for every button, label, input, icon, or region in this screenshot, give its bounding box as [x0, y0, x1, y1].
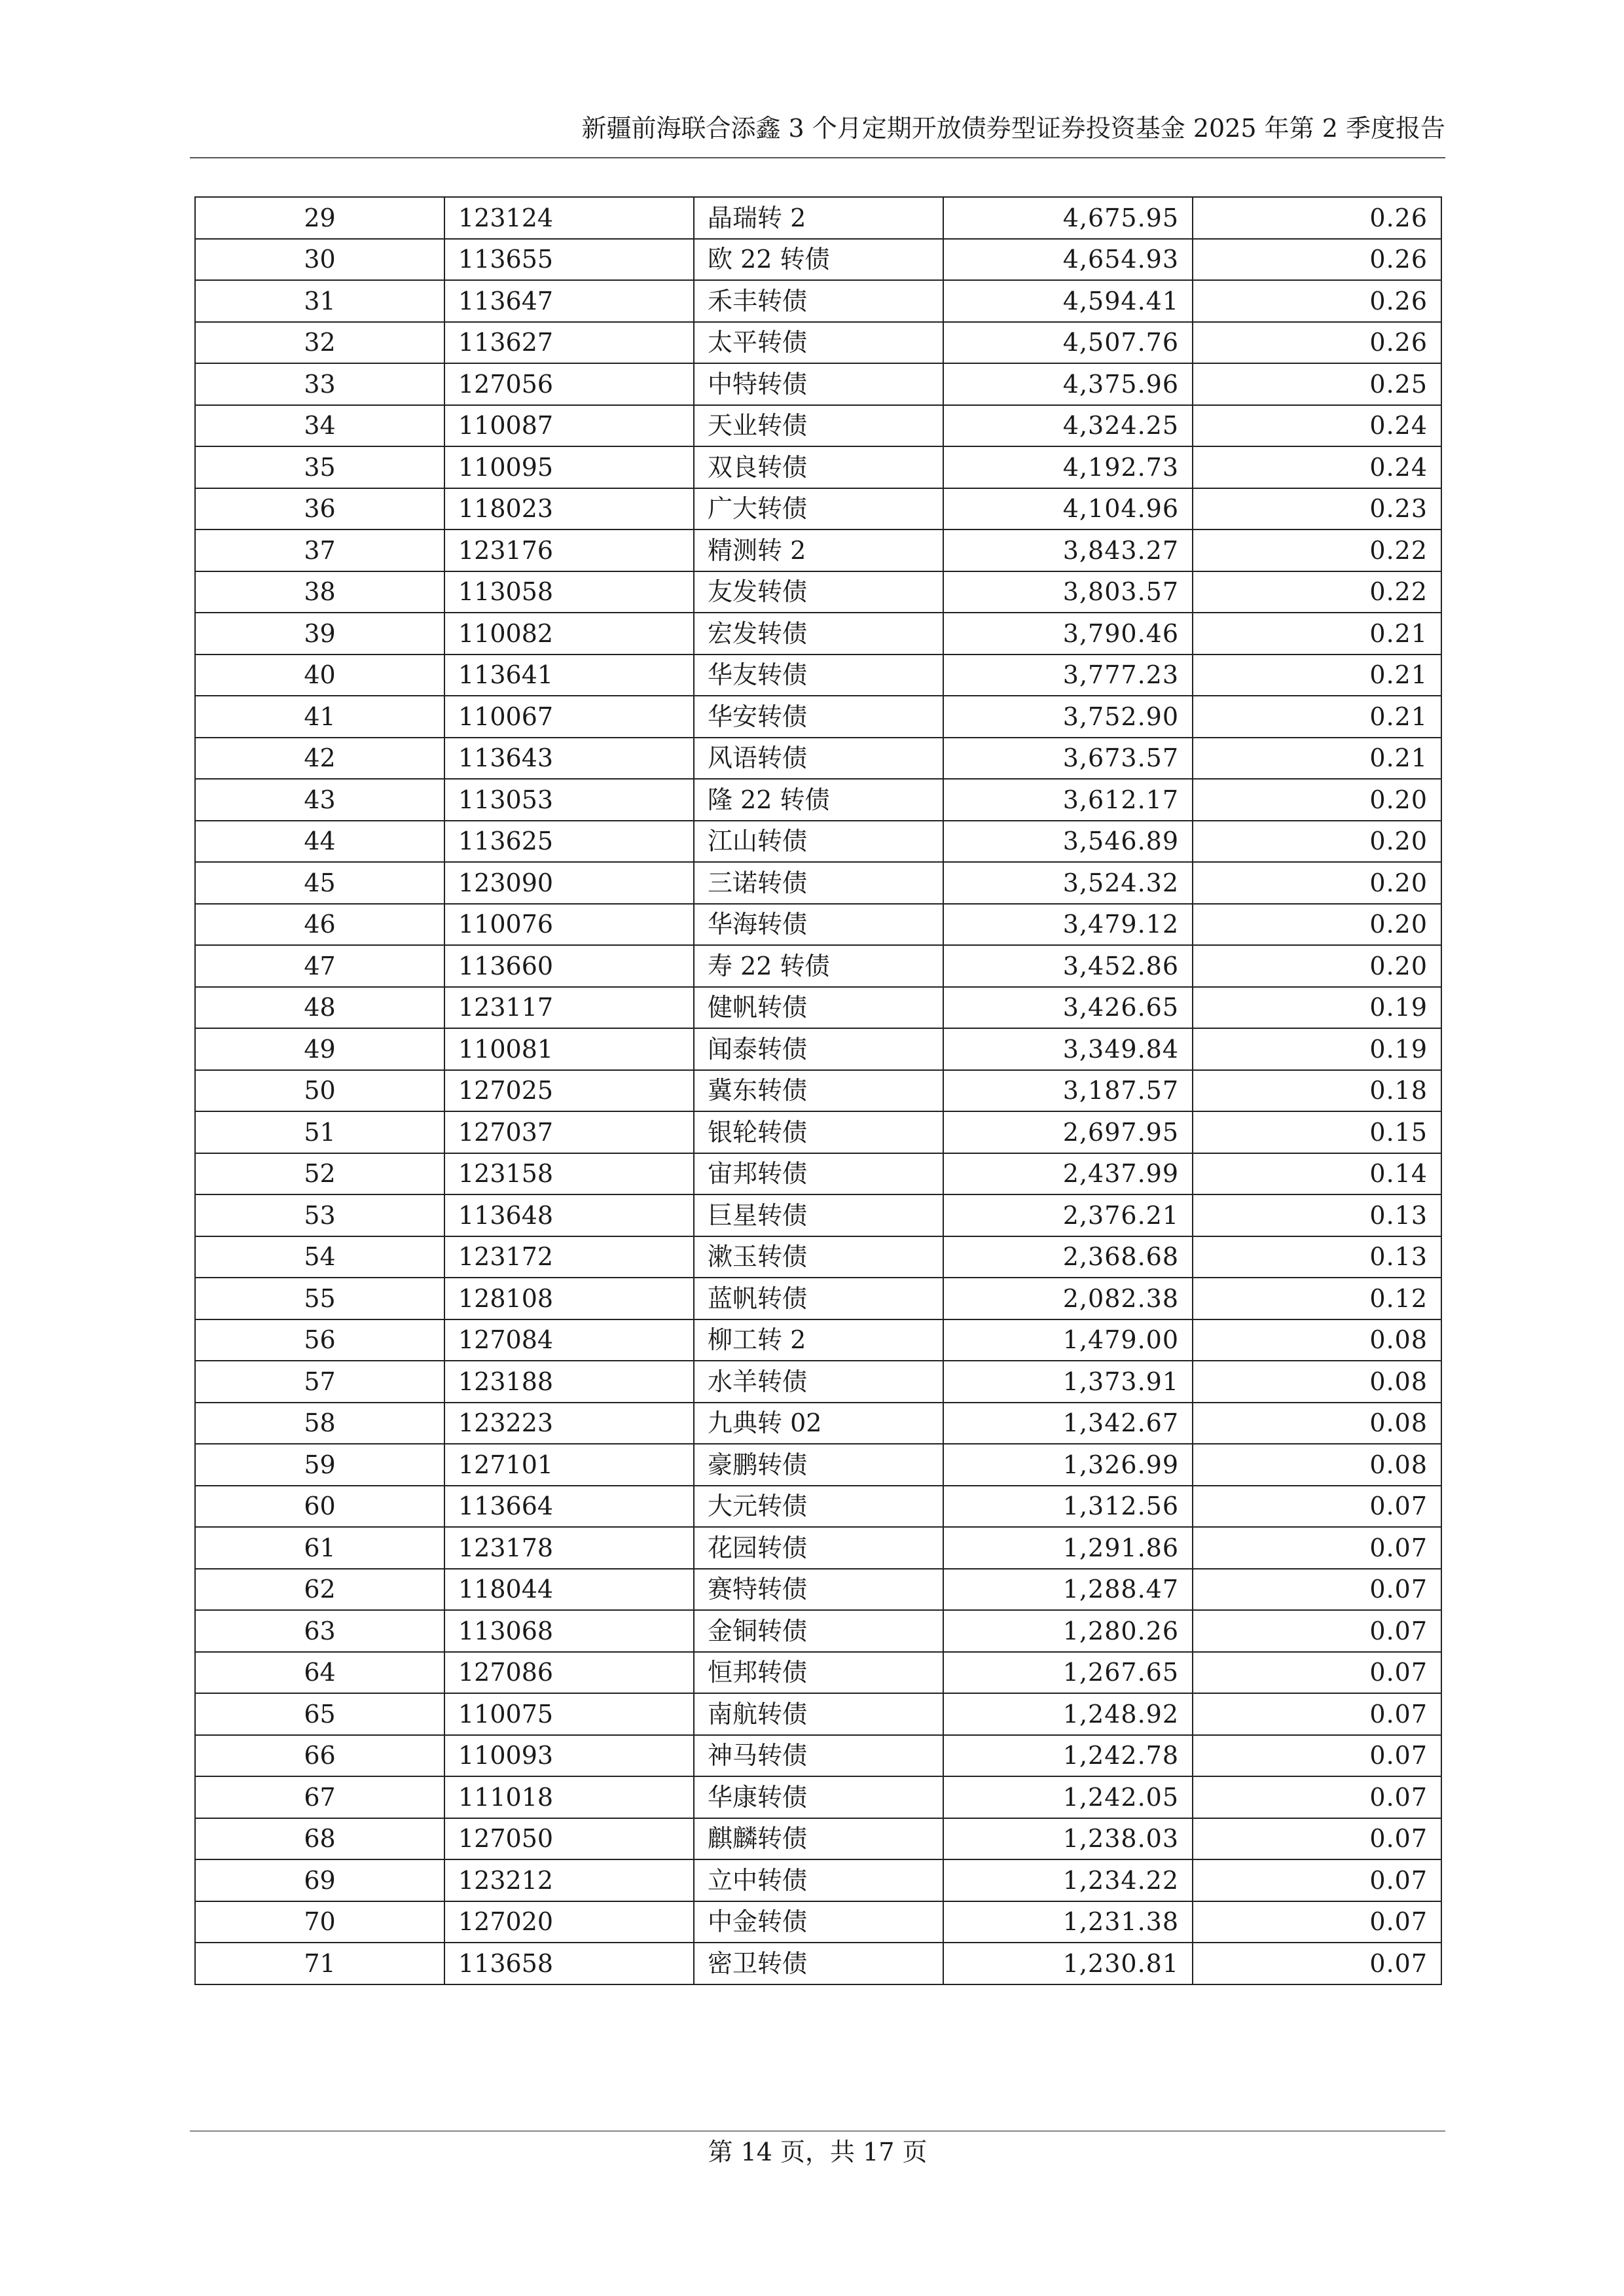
- bond-code-cell: 118023: [444, 488, 694, 530]
- fair-value-cell: 1,242.78: [943, 1735, 1193, 1777]
- table-row: [195, 1776, 1441, 1818]
- bond-code-cell: 113641: [444, 655, 694, 696]
- fair-value-cell: 2,697.95: [943, 1111, 1193, 1153]
- table-row: [195, 779, 1441, 821]
- net-asset-ratio-cell: 0.21: [1193, 738, 1441, 780]
- net-asset-ratio-cell: 0.23: [1193, 488, 1441, 530]
- fair-value-cell: 3,426.65: [943, 987, 1193, 1029]
- net-asset-ratio-cell: 0.26: [1193, 239, 1441, 281]
- bond-code-cell: 110087: [444, 405, 694, 447]
- fair-value-cell: 1,267.65: [943, 1652, 1193, 1694]
- row-seq-cell: 71: [195, 1943, 444, 1984]
- bond-code-cell: 128108: [444, 1278, 694, 1319]
- bond-name-cell: 华安转债: [694, 696, 943, 738]
- bond-code-cell: 127084: [444, 1319, 694, 1361]
- net-asset-ratio-cell: 0.07: [1193, 1652, 1441, 1694]
- bond-holdings-table: [194, 196, 1442, 1985]
- bond-name-cell: 华康转债: [694, 1776, 943, 1818]
- net-asset-ratio-cell: 0.07: [1193, 1486, 1441, 1528]
- net-asset-ratio-cell: 0.21: [1193, 613, 1441, 655]
- table-row: [195, 987, 1441, 1029]
- bond-name-cell: 大元转债: [694, 1486, 943, 1528]
- bond-name-cell: 华友转债: [694, 655, 943, 696]
- fair-value-cell: 3,349.84: [943, 1028, 1193, 1070]
- bond-code-cell: 113625: [444, 821, 694, 863]
- row-seq-cell: 39: [195, 613, 444, 655]
- bond-name-cell: 中特转债: [694, 363, 943, 405]
- net-asset-ratio-cell: 0.25: [1193, 363, 1441, 405]
- net-asset-ratio-cell: 0.18: [1193, 1070, 1441, 1112]
- fair-value-cell: 1,342.67: [943, 1403, 1193, 1444]
- row-seq-cell: 69: [195, 1859, 444, 1901]
- row-seq-cell: 48: [195, 987, 444, 1029]
- bond-name-cell: 豪鹏转债: [694, 1444, 943, 1486]
- row-seq-cell: 45: [195, 862, 444, 904]
- row-seq-cell: 60: [195, 1486, 444, 1528]
- table-row: [195, 904, 1441, 946]
- bond-code-cell: 123176: [444, 529, 694, 571]
- page-header: 新疆前海联合添鑫 3 个月定期开放债券型证券投资基金 2025 年第 2 季度报告: [581, 114, 1445, 143]
- net-asset-ratio-cell: 0.21: [1193, 696, 1441, 738]
- bond-name-cell: 水羊转债: [694, 1361, 943, 1403]
- table-row: [195, 1943, 1441, 1984]
- table-row: [195, 613, 1441, 655]
- net-asset-ratio-cell: 0.26: [1193, 322, 1441, 364]
- bond-code-cell: 110076: [444, 904, 694, 946]
- net-asset-ratio-cell: 0.07: [1193, 1569, 1441, 1611]
- row-seq-cell: 66: [195, 1735, 444, 1777]
- bond-name-cell: 漱玉转债: [694, 1236, 943, 1278]
- fair-value-cell: 1,280.26: [943, 1610, 1193, 1652]
- net-asset-ratio-cell: 0.21: [1193, 655, 1441, 696]
- bond-name-cell: 立中转债: [694, 1859, 943, 1901]
- bond-name-cell: 太平转债: [694, 322, 943, 364]
- net-asset-ratio-cell: 0.22: [1193, 529, 1441, 571]
- bond-name-cell: 双良转债: [694, 446, 943, 488]
- bond-code-cell: 123178: [444, 1527, 694, 1569]
- bond-code-cell: 113627: [444, 322, 694, 364]
- bond-name-cell: 银轮转债: [694, 1111, 943, 1153]
- page-number: 第 14 页，共 17 页: [708, 2138, 928, 2166]
- fair-value-cell: 1,373.91: [943, 1361, 1193, 1403]
- fair-value-cell: 4,594.41: [943, 280, 1193, 322]
- row-seq-cell: 30: [195, 239, 444, 281]
- fair-value-cell: 3,524.32: [943, 862, 1193, 904]
- net-asset-ratio-cell: 0.07: [1193, 1527, 1441, 1569]
- net-asset-ratio-cell: 0.07: [1193, 1901, 1441, 1943]
- bond-name-cell: 寿 22 转债: [694, 945, 943, 987]
- bond-name-cell: 蓝帆转债: [694, 1278, 943, 1319]
- row-seq-cell: 55: [195, 1278, 444, 1319]
- table-row: [195, 1153, 1441, 1195]
- bond-name-cell: 九典转 02: [694, 1403, 943, 1444]
- fair-value-cell: 2,376.21: [943, 1194, 1193, 1236]
- bond-name-cell: 风语转债: [694, 738, 943, 780]
- table-row: [195, 363, 1441, 405]
- table-row: [195, 1403, 1441, 1444]
- row-seq-cell: 46: [195, 904, 444, 946]
- net-asset-ratio-cell: 0.07: [1193, 1818, 1441, 1860]
- net-asset-ratio-cell: 0.20: [1193, 779, 1441, 821]
- table-row: [195, 1028, 1441, 1070]
- table-row: [195, 405, 1441, 447]
- row-seq-cell: 61: [195, 1527, 444, 1569]
- bond-code-cell: 110095: [444, 446, 694, 488]
- bond-code-cell: 123212: [444, 1859, 694, 1901]
- bond-name-cell: 南航转债: [694, 1693, 943, 1735]
- net-asset-ratio-cell: 0.07: [1193, 1943, 1441, 1984]
- net-asset-ratio-cell: 0.07: [1193, 1776, 1441, 1818]
- net-asset-ratio-cell: 0.08: [1193, 1403, 1441, 1444]
- table-row: [195, 1070, 1441, 1112]
- bond-name-cell: 隆 22 转债: [694, 779, 943, 821]
- fair-value-cell: 1,326.99: [943, 1444, 1193, 1486]
- row-seq-cell: 51: [195, 1111, 444, 1153]
- fair-value-cell: 3,452.86: [943, 945, 1193, 987]
- net-asset-ratio-cell: 0.08: [1193, 1444, 1441, 1486]
- row-seq-cell: 54: [195, 1236, 444, 1278]
- row-seq-cell: 32: [195, 322, 444, 364]
- bond-code-cell: 110081: [444, 1028, 694, 1070]
- fair-value-cell: 4,654.93: [943, 239, 1193, 281]
- row-seq-cell: 35: [195, 446, 444, 488]
- bond-name-cell: 闻泰转债: [694, 1028, 943, 1070]
- row-seq-cell: 70: [195, 1901, 444, 1943]
- net-asset-ratio-cell: 0.19: [1193, 1028, 1441, 1070]
- bond-name-cell: 宏发转债: [694, 613, 943, 655]
- fair-value-cell: 1,248.92: [943, 1693, 1193, 1735]
- row-seq-cell: 33: [195, 363, 444, 405]
- bond-name-cell: 冀东转债: [694, 1070, 943, 1112]
- table-row: [195, 1361, 1441, 1403]
- table-row: [195, 655, 1441, 696]
- fair-value-cell: 3,673.57: [943, 738, 1193, 780]
- bond-name-cell: 友发转债: [694, 571, 943, 613]
- table-row: [195, 738, 1441, 780]
- bond-code-cell: 113643: [444, 738, 694, 780]
- table-row: [195, 945, 1441, 987]
- fair-value-cell: 1,231.38: [943, 1901, 1193, 1943]
- net-asset-ratio-cell: 0.22: [1193, 571, 1441, 613]
- row-seq-cell: 49: [195, 1028, 444, 1070]
- table-row: [195, 1901, 1441, 1943]
- bond-code-cell: 111018: [444, 1776, 694, 1818]
- bond-name-cell: 神马转债: [694, 1735, 943, 1777]
- net-asset-ratio-cell: 0.07: [1193, 1859, 1441, 1901]
- net-asset-ratio-cell: 0.19: [1193, 987, 1441, 1029]
- fair-value-cell: 4,375.96: [943, 363, 1193, 405]
- row-seq-cell: 50: [195, 1070, 444, 1112]
- net-asset-ratio-cell: 0.20: [1193, 862, 1441, 904]
- fair-value-cell: 1,242.05: [943, 1776, 1193, 1818]
- bond-name-cell: 广大转债: [694, 488, 943, 530]
- fair-value-cell: 1,234.22: [943, 1859, 1193, 1901]
- net-asset-ratio-cell: 0.13: [1193, 1194, 1441, 1236]
- table-row: [195, 696, 1441, 738]
- bond-code-cell: 123172: [444, 1236, 694, 1278]
- row-seq-cell: 65: [195, 1693, 444, 1735]
- row-seq-cell: 31: [195, 280, 444, 322]
- row-seq-cell: 36: [195, 488, 444, 530]
- fair-value-cell: 4,675.95: [943, 197, 1193, 239]
- row-seq-cell: 53: [195, 1194, 444, 1236]
- bond-name-cell: 欧 22 转债: [694, 239, 943, 281]
- table-row: [195, 1444, 1441, 1486]
- fair-value-cell: 3,843.27: [943, 529, 1193, 571]
- net-asset-ratio-cell: 0.15: [1193, 1111, 1441, 1153]
- fair-value-cell: 3,803.57: [943, 571, 1193, 613]
- row-seq-cell: 62: [195, 1569, 444, 1611]
- net-asset-ratio-cell: 0.24: [1193, 405, 1441, 447]
- bond-code-cell: 110082: [444, 613, 694, 655]
- table-row: [195, 1111, 1441, 1153]
- table-row: [195, 1194, 1441, 1236]
- net-asset-ratio-cell: 0.24: [1193, 446, 1441, 488]
- fair-value-cell: 3,790.46: [943, 613, 1193, 655]
- row-seq-cell: 44: [195, 821, 444, 863]
- net-asset-ratio-cell: 0.26: [1193, 197, 1441, 239]
- row-seq-cell: 47: [195, 945, 444, 987]
- bond-code-cell: 113068: [444, 1610, 694, 1652]
- bond-code-cell: 118044: [444, 1569, 694, 1611]
- row-seq-cell: 59: [195, 1444, 444, 1486]
- net-asset-ratio-cell: 0.13: [1193, 1236, 1441, 1278]
- net-asset-ratio-cell: 0.07: [1193, 1610, 1441, 1652]
- bond-code-cell: 127101: [444, 1444, 694, 1486]
- bond-name-cell: 金铜转债: [694, 1610, 943, 1652]
- bond-code-cell: 123117: [444, 987, 694, 1029]
- bond-code-cell: 113648: [444, 1194, 694, 1236]
- fair-value-cell: 4,507.76: [943, 322, 1193, 364]
- bond-code-cell: 110093: [444, 1735, 694, 1777]
- bond-code-cell: 127086: [444, 1652, 694, 1694]
- bond-code-cell: 113658: [444, 1943, 694, 1984]
- bond-code-cell: 113647: [444, 280, 694, 322]
- bond-name-cell: 巨星转债: [694, 1194, 943, 1236]
- bond-code-cell: 123090: [444, 862, 694, 904]
- bond-code-cell: 113058: [444, 571, 694, 613]
- fair-value-cell: 1,479.00: [943, 1319, 1193, 1361]
- bond-code-cell: 113660: [444, 945, 694, 987]
- row-seq-cell: 42: [195, 738, 444, 780]
- bond-name-cell: 健帆转债: [694, 987, 943, 1029]
- table-row: [195, 1569, 1441, 1611]
- bond-name-cell: 恒邦转债: [694, 1652, 943, 1694]
- table-row: [195, 1486, 1441, 1528]
- table-body: [195, 197, 1441, 1984]
- table-row: [195, 1693, 1441, 1735]
- table-row: [195, 571, 1441, 613]
- bond-name-cell: 中金转债: [694, 1901, 943, 1943]
- net-asset-ratio-cell: 0.20: [1193, 945, 1441, 987]
- bond-name-cell: 天业转债: [694, 405, 943, 447]
- table-row: [195, 1735, 1441, 1777]
- bond-name-cell: 晶瑞转 2: [694, 197, 943, 239]
- fair-value-cell: 1,230.81: [943, 1943, 1193, 1984]
- net-asset-ratio-cell: 0.07: [1193, 1693, 1441, 1735]
- bond-name-cell: 精测转 2: [694, 529, 943, 571]
- table-row: [195, 1818, 1441, 1860]
- row-seq-cell: 58: [195, 1403, 444, 1444]
- row-seq-cell: 68: [195, 1818, 444, 1860]
- net-asset-ratio-cell: 0.07: [1193, 1735, 1441, 1777]
- footer-divider: [190, 2130, 1445, 2132]
- bond-code-cell: 123124: [444, 197, 694, 239]
- bond-name-cell: 江山转债: [694, 821, 943, 863]
- table-row: [195, 1278, 1441, 1319]
- fair-value-cell: 3,187.57: [943, 1070, 1193, 1112]
- bond-code-cell: 110075: [444, 1693, 694, 1735]
- row-seq-cell: 34: [195, 405, 444, 447]
- row-seq-cell: 52: [195, 1153, 444, 1195]
- table-row: [195, 1236, 1441, 1278]
- fair-value-cell: 1,288.47: [943, 1569, 1193, 1611]
- fair-value-cell: 2,437.99: [943, 1153, 1193, 1195]
- table-row: [195, 239, 1441, 281]
- table-row: [195, 488, 1441, 530]
- fair-value-cell: 3,612.17: [943, 779, 1193, 821]
- table-row: [195, 446, 1441, 488]
- bond-name-cell: 麒麟转债: [694, 1818, 943, 1860]
- row-seq-cell: 40: [195, 655, 444, 696]
- net-asset-ratio-cell: 0.08: [1193, 1319, 1441, 1361]
- row-seq-cell: 29: [195, 197, 444, 239]
- bond-code-cell: 110067: [444, 696, 694, 738]
- bond-name-cell: 花园转债: [694, 1527, 943, 1569]
- net-asset-ratio-cell: 0.20: [1193, 821, 1441, 863]
- row-seq-cell: 41: [195, 696, 444, 738]
- fair-value-cell: 3,752.90: [943, 696, 1193, 738]
- fair-value-cell: 2,082.38: [943, 1278, 1193, 1319]
- table-row: [195, 1319, 1441, 1361]
- table-row: [195, 1859, 1441, 1901]
- table-row: [195, 197, 1441, 239]
- row-seq-cell: 56: [195, 1319, 444, 1361]
- bond-name-cell: 赛特转债: [694, 1569, 943, 1611]
- row-seq-cell: 38: [195, 571, 444, 613]
- net-asset-ratio-cell: 0.12: [1193, 1278, 1441, 1319]
- bond-name-cell: 禾丰转债: [694, 280, 943, 322]
- bond-code-cell: 127025: [444, 1070, 694, 1112]
- bond-code-cell: 123158: [444, 1153, 694, 1195]
- fair-value-cell: 4,104.96: [943, 488, 1193, 530]
- bond-code-cell: 127050: [444, 1818, 694, 1860]
- row-seq-cell: 64: [195, 1652, 444, 1694]
- table-row: [195, 1652, 1441, 1694]
- bond-name-cell: 密卫转债: [694, 1943, 943, 1984]
- table-row: [195, 1610, 1441, 1652]
- net-asset-ratio-cell: 0.20: [1193, 904, 1441, 946]
- table-row: [195, 1527, 1441, 1569]
- header-divider: [190, 157, 1445, 158]
- fair-value-cell: 4,324.25: [943, 405, 1193, 447]
- net-asset-ratio-cell: 0.08: [1193, 1361, 1441, 1403]
- table-row: [195, 280, 1441, 322]
- bond-code-cell: 113053: [444, 779, 694, 821]
- fair-value-cell: 2,368.68: [943, 1236, 1193, 1278]
- fair-value-cell: 3,777.23: [943, 655, 1193, 696]
- row-seq-cell: 43: [195, 779, 444, 821]
- bond-code-cell: 127056: [444, 363, 694, 405]
- table-row: [195, 322, 1441, 364]
- bond-code-cell: 113655: [444, 239, 694, 281]
- row-seq-cell: 37: [195, 529, 444, 571]
- net-asset-ratio-cell: 0.14: [1193, 1153, 1441, 1195]
- bond-code-cell: 127020: [444, 1901, 694, 1943]
- fair-value-cell: 3,479.12: [943, 904, 1193, 946]
- table-row: [195, 529, 1441, 571]
- fair-value-cell: 3,546.89: [943, 821, 1193, 863]
- bond-code-cell: 113664: [444, 1486, 694, 1528]
- bond-name-cell: 华海转债: [694, 904, 943, 946]
- fair-value-cell: 1,312.56: [943, 1486, 1193, 1528]
- bond-code-cell: 123223: [444, 1403, 694, 1444]
- bond-name-cell: 宙邦转债: [694, 1153, 943, 1195]
- row-seq-cell: 67: [195, 1776, 444, 1818]
- row-seq-cell: 63: [195, 1610, 444, 1652]
- table-row: [195, 821, 1441, 863]
- fair-value-cell: 4,192.73: [943, 446, 1193, 488]
- fair-value-cell: 1,238.03: [943, 1818, 1193, 1860]
- bond-code-cell: 127037: [444, 1111, 694, 1153]
- bond-code-cell: 123188: [444, 1361, 694, 1403]
- bond-name-cell: 三诺转债: [694, 862, 943, 904]
- bond-name-cell: 柳工转 2: [694, 1319, 943, 1361]
- row-seq-cell: 57: [195, 1361, 444, 1403]
- net-asset-ratio-cell: 0.26: [1193, 280, 1441, 322]
- table-row: [195, 862, 1441, 904]
- fair-value-cell: 1,291.86: [943, 1527, 1193, 1569]
